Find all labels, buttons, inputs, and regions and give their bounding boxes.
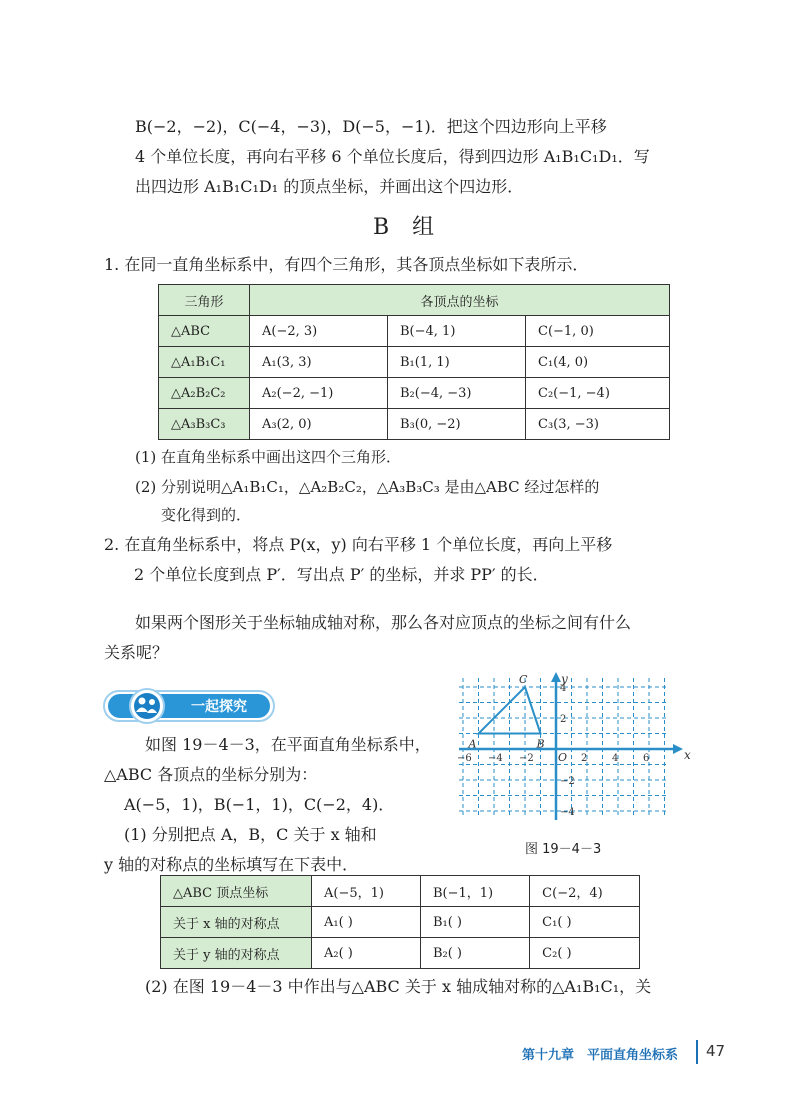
q1-sub-2-line-1: (2) 分别说明△A₁B₁C₁，△A₂B₂C₂，△A₃B₃C₃ 是由△ABC 经过怎样的 [135, 478, 600, 496]
x-tick-label: 4 [612, 753, 619, 764]
table-cell: △A₂B₂C₂ [159, 378, 250, 409]
x-tick-label: 6 [643, 753, 650, 764]
table-cell: B₃(0, −2) [388, 409, 526, 440]
table-header: A(−5，1) [312, 876, 421, 907]
q1-intro: 1. 在同一直角坐标系中，有四个三角形，其各顶点坐标如下表所示． [104, 255, 589, 274]
table-row [161, 938, 640, 969]
last-line: (2) 在图 19－4－3 中作出与△ABC 关于 x 轴成轴对称的△A₁B₁C₁，关 [145, 977, 652, 996]
table-cell: B₁(1, 1) [388, 347, 526, 378]
answer-cell[interactable]: B₁( ) [420, 907, 529, 938]
question-line-2: 关系呢？ [104, 643, 169, 662]
table-cell: △A₃B₃C₃ [159, 409, 250, 440]
footer-chapter: 第十九章 平面直角坐标系 [522, 1048, 679, 1063]
answer-cell[interactable]: B₂( ) [420, 938, 529, 969]
symmetry-table [160, 875, 640, 969]
x-tick-label: −2 [519, 753, 534, 764]
q2-line-1: 2. 在直角坐标系中，将点 P(x，y) 向右平移 1 个单位长度，再向上平移 [104, 535, 613, 554]
table-row [161, 907, 640, 938]
table-cell: C₃(3, −3) [526, 409, 670, 440]
q1-sub-1: (1) 在直角坐标系中画出这四个三角形． [135, 448, 402, 466]
footer-divider [696, 1040, 698, 1064]
q1-sub-2-line-2: 变化得到的． [161, 506, 252, 524]
table-cell: C(−1, 0) [526, 316, 670, 347]
y-tick-label: −2 [560, 776, 575, 787]
table-cell: △ABC [159, 316, 250, 347]
top-para-line-1: B(−2，−2)，C(−4，−3)，D(−5，−1)．把这个四边形向上平移 [135, 117, 607, 136]
table-header: 各顶点的坐标 [250, 285, 670, 316]
origin-label: O [558, 751, 568, 764]
table-header: B(−1，1) [420, 876, 529, 907]
explore-badge [103, 688, 275, 724]
x-tick-label: 2 [581, 753, 588, 764]
question-line-1: 如果两个图形关于坐标轴成轴对称，那么各对应顶点的坐标之间有什么 [135, 613, 632, 632]
table-cell: A(−2, 3) [250, 316, 388, 347]
table-header: 三角形 [159, 285, 250, 316]
table-row [159, 316, 670, 347]
top-para-line-2: 4 个单位长度，再向右平移 6 个单位长度后，得到四边形 A₁B₁C₁D₁．写 [135, 147, 650, 166]
table-cell: B₂(−4, −3) [388, 378, 526, 409]
table-cell: A₃(2, 0) [250, 409, 388, 440]
figure-caption: 图 19－4－3 [525, 842, 602, 857]
table-row [159, 378, 670, 409]
y-tick-label: −4 [560, 807, 575, 818]
point-b-label: B [536, 737, 545, 751]
table-cell: B(−4, 1) [388, 316, 526, 347]
top-para-line-3: 出四边形 A₁B₁C₁D₁ 的顶点坐标，并画出这个四边形． [135, 177, 524, 196]
table-row [161, 876, 640, 907]
tick-labels [457, 683, 649, 818]
explore-line-5: y 轴的对称点的坐标填写在下表中． [104, 855, 359, 874]
explore-line-1: 如图 19－4－3，在平面直角坐标系中， [145, 735, 431, 754]
y-axis [551, 672, 561, 820]
explore-badge-label: 一起探究 [191, 699, 247, 715]
answer-cell[interactable]: C₂( ) [530, 938, 640, 969]
x-axis-label: x [684, 748, 691, 762]
table-header: △ABC 顶点坐标 [161, 876, 312, 907]
vertex-table [158, 284, 670, 440]
table-header: C(−2，4) [530, 876, 640, 907]
table-cell: A₂(−2, −1) [250, 378, 388, 409]
x-tick-label: −4 [488, 753, 503, 764]
coordinate-figure [455, 670, 695, 830]
page-number: 47 [706, 1042, 726, 1060]
table-cell: C₂(−1, −4) [526, 378, 670, 409]
explore-line-3: A(−5，1)，B(−1，1)，C(−2，4)． [124, 795, 395, 814]
table-cell: C₁(4, 0) [526, 347, 670, 378]
answer-cell[interactable]: A₂( ) [312, 938, 421, 969]
table-cell: 关于 x 轴的对称点 [161, 907, 312, 938]
y-axis-label: y [561, 672, 568, 686]
table-row [159, 347, 670, 378]
answer-cell[interactable]: A₁( ) [312, 907, 421, 938]
table-cell: A₁(3, 3) [250, 347, 388, 378]
table-cell: △A₁B₁C₁ [159, 347, 250, 378]
section-title: B 组 [373, 215, 443, 240]
q2-line-2: 2 个单位长度到点 P′．写出点 P′ 的坐标，并求 PP′ 的长． [134, 565, 549, 584]
x-tick-label: −6 [457, 753, 472, 764]
y-tick-label: 2 [560, 714, 567, 725]
answer-cell[interactable]: C₁( ) [530, 907, 640, 938]
explore-line-4: (1) 分别把点 A，B，C 关于 x 轴和 [124, 825, 377, 844]
table-cell: 关于 y 轴的对称点 [161, 938, 312, 969]
explore-line-2: △ABC 各顶点的坐标分别为： [104, 765, 318, 784]
y-tick-label: 4 [560, 683, 567, 694]
point-a-label: A [468, 737, 477, 751]
table-row [159, 409, 670, 440]
point-c-label: C [519, 673, 528, 686]
